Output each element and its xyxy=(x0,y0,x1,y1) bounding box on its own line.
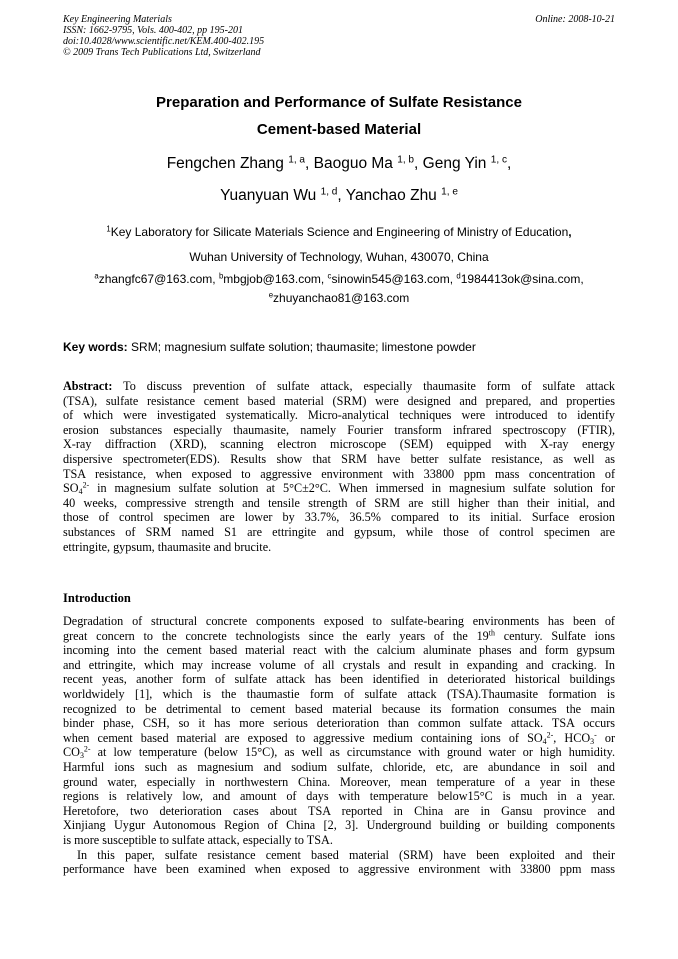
superscript: 2- xyxy=(82,480,90,490)
affiliation-mark: 1 xyxy=(106,224,111,234)
journal-name: Key Engineering Materials xyxy=(63,14,172,25)
abstract-line: (TSA), sulfate resistance cement based material (SRM) were designed and prepared, and properties xyxy=(63,393,615,408)
abstract-line: X-ray diffraction (XRD), scanning electron microscope (SEM) equipped with X-ray energy xyxy=(63,437,615,452)
doi-line: doi:10.4028/www.scientific.net/KEM.400-402.195 xyxy=(63,36,265,47)
email-line-2 xyxy=(63,289,615,308)
abstract-line: substances of SRM named S1 are ettringite and gypsum, while those of control specimen are xyxy=(63,524,615,539)
paper-title xyxy=(63,89,615,143)
abstract-line: dispersive spectrometer(EDS). Results show that SRM have better sulfate resistance, as well as xyxy=(63,451,615,466)
abstract xyxy=(63,379,615,554)
abstract-line: ettringite, gypsum, thaumasite and brucite. xyxy=(63,539,272,554)
email-mark: c xyxy=(327,271,332,281)
abstract-label: Abstract: xyxy=(63,379,113,393)
email-address[interactable]: sinowin545@163.com xyxy=(331,272,450,286)
superscript: 2- xyxy=(83,744,91,754)
intro-line: binder phase, CSH, so it has more serious deterioration than common sulfate attack. TSA occurs xyxy=(63,716,615,731)
superscript: - xyxy=(594,730,597,739)
intro-text: CO xyxy=(63,745,80,760)
abstract-line: 40 weeks, compressive strength and tensile strength of SRM are still higher than their initial, and xyxy=(63,495,615,510)
abstract-text: in magnesium sulfate solution at 5°C±2°C. When immersed in magnesium sulfate solution for xyxy=(89,481,615,496)
affiliation-comma: , xyxy=(568,225,572,239)
keywords xyxy=(63,338,615,356)
abstract-text: SO xyxy=(63,481,79,496)
intro-line: regions is relatively low, and amount of days with temperature below15°C is much in a year. xyxy=(63,789,615,804)
subscript: 3 xyxy=(79,751,84,761)
journal-header xyxy=(63,14,615,58)
introduction-body xyxy=(63,614,615,877)
intro-text: at low temperature (below 15°C), as well as circumstance with ground water or high humidity. xyxy=(90,745,615,760)
email-mark: e xyxy=(268,290,274,300)
author-line-2 xyxy=(63,180,615,212)
subscript: 3 xyxy=(590,736,595,746)
abstract-text: To discuss prevention of sulfate attack, especially thaumasite form of sulfate attack xyxy=(112,379,615,393)
author-name: Yanchao Zhu xyxy=(345,187,437,204)
email-mark: d xyxy=(456,271,461,281)
intro-line: recognized to be detrimental to cement based material because its formation consumes the main xyxy=(63,701,615,716)
email-address[interactable]: 1984413ok@sina.com xyxy=(460,272,581,286)
intro-line: Heretofore, two deterioration cases about TSA reported in China are in Gansu province and xyxy=(63,803,615,818)
email-separator: , xyxy=(449,272,457,286)
intro-line xyxy=(63,629,615,644)
author-affiliation-mark: 1, b xyxy=(397,154,415,166)
intro-line: In this paper, sulfate resistance cement based material (SRM) have been exploited and their xyxy=(77,847,615,862)
superscript: 2- xyxy=(546,730,554,739)
email-mark: b xyxy=(218,271,224,281)
issn-line: ISSN: 1662-9795, Vols. 400-402, pp 195-201 xyxy=(63,25,243,36)
author-affiliation-mark: 1, d xyxy=(320,186,338,198)
affiliation-name: Key Laboratory for Silicate Materials Science and Engineering of Ministry of Education xyxy=(110,225,569,239)
author-list xyxy=(63,148,615,212)
email-line-1 xyxy=(63,270,615,289)
intro-text: century. Sulfate ions xyxy=(494,628,615,643)
abstract-line: TSA resistance, when exposed to aggressive environment with 33800 ppm mass concentration of xyxy=(63,466,615,481)
intro-text: great concern to the concrete technologists since the early years of the 19 xyxy=(63,628,489,643)
intro-line: recent yeas, another form of sulfate attack has been identified in deteriorated historical buildings xyxy=(63,672,615,687)
section-heading-introduction: Introduction xyxy=(63,591,131,605)
intro-line: performance have been examined when exposed to aggressive environment with 33800 ppm mass xyxy=(63,862,615,877)
intro-line: Degradation of structural concrete components exposed to sulfate-bearing environments has been of xyxy=(63,614,615,628)
intro-line xyxy=(63,731,615,746)
email-address[interactable]: zhangfc67@163.com xyxy=(98,272,213,286)
author-name: Fengchen Zhang xyxy=(166,155,284,172)
email-separator: , xyxy=(580,272,584,286)
author-affiliation-mark: 1, c xyxy=(490,154,507,166)
superscript: th xyxy=(488,627,495,637)
title-line-2: Cement-based Material xyxy=(256,121,422,138)
author-separator: , xyxy=(337,187,346,204)
email-separator: , xyxy=(212,272,219,286)
author-separator: , xyxy=(305,155,314,172)
intro-text: , HCO xyxy=(553,730,591,745)
email-separator: , xyxy=(320,272,328,286)
copyright-line: © 2009 Trans Tech Publications Ltd, Switzerland xyxy=(63,47,261,58)
intro-line: Xinjiang Uygur Autonomous Region of China [2, 3]. Underground building or building components xyxy=(63,818,615,833)
abstract-line xyxy=(63,481,615,496)
email-address[interactable]: mbgjob@163.com xyxy=(223,272,321,286)
affiliation-line-1 xyxy=(63,220,615,245)
intro-line: ground water, especially in northwestern China. Moreover, mean temperature of a year in these xyxy=(63,774,615,789)
author-name: Geng Yin xyxy=(422,155,487,172)
author-name: Baoguo Ma xyxy=(313,155,393,172)
author-separator: , xyxy=(414,155,423,172)
abstract-line xyxy=(63,379,615,394)
email-list xyxy=(63,270,615,308)
affiliation-line-2: Wuhan University of Technology, Wuhan, 430070, China xyxy=(189,250,489,264)
title-line-1: Preparation and Performance of Sulfate Resistance xyxy=(156,94,522,111)
author-affiliation-mark: 1, e xyxy=(441,186,458,198)
intro-line: Harmful ions such as magnesium and sodium sulfate, chloride, etc, are abundance in soil and xyxy=(63,759,615,774)
abstract-line: erosion substances especially thaumasite, namely Fourier transform infrared spectroscopy (FTIR), xyxy=(63,422,615,437)
intro-text: when cement based material are exposed to aggressive medium containing ions of SO xyxy=(63,730,543,745)
email-address[interactable]: zhuyanchao81@163.com xyxy=(273,291,410,305)
intro-line: worldwidely [1], which is the thaumastie form of sulfate attack (TSA).Thaumasite formation is xyxy=(63,686,615,701)
keywords-text: SRM; magnesium sulfate solution; thaumasite; limestone powder xyxy=(127,340,476,354)
author-name: Yuanyuan Wu xyxy=(220,187,317,204)
author-separator: , xyxy=(506,155,512,172)
online-date: Online: 2008-10-21 xyxy=(535,14,615,25)
email-mark: a xyxy=(94,271,99,281)
abstract-line: of which were investigated systematically. Micro-analytical techniques were introduced to identify xyxy=(63,408,615,423)
intro-line: and ettringite, which may increase volume of all crystals and result in expanding and cracking. In xyxy=(63,657,615,672)
intro-text: or xyxy=(596,730,616,745)
keywords-label: Key words: xyxy=(63,340,128,354)
subscript: 4 xyxy=(78,487,83,497)
intro-line xyxy=(63,745,615,760)
abstract-line: those of control specimen are lower by 33.7%, 36.5% compared to its initial. Surface erosion xyxy=(63,510,615,525)
author-affiliation-mark: 1, a xyxy=(288,154,306,166)
subscript: 4 xyxy=(542,736,547,746)
affiliation xyxy=(63,220,615,270)
author-line-1 xyxy=(63,148,615,180)
intro-line: incoming into the cement based material react with the calcium aluminate phases and form gypsum xyxy=(63,643,615,658)
intro-line: is more susceptible to sulfate attack, especially to TSA. xyxy=(63,832,333,847)
